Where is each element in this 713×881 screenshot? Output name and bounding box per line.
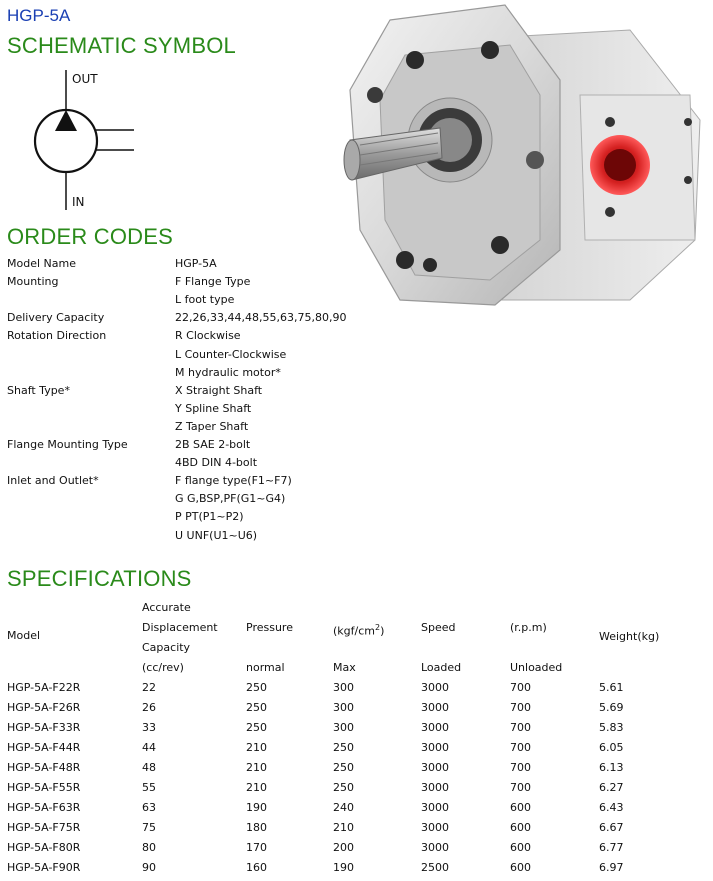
order-code-label: Model Name xyxy=(7,257,76,270)
table-row xyxy=(7,798,707,818)
order-code-label: Inlet and Outlet* xyxy=(7,474,99,488)
order-code-value: F Flange Type xyxy=(175,275,251,289)
cell-weight: 6.27 xyxy=(599,781,624,794)
cell-model: HGP-5A-F55R xyxy=(7,781,81,794)
order-code-value: P PT(P1~P2) xyxy=(175,510,244,524)
schematic-arrow-triangle xyxy=(55,110,77,131)
schematic-symbol-heading: SCHEMATIC SYMBOL xyxy=(7,33,236,58)
col-header-speed: Speed xyxy=(421,621,456,634)
order-code-label: Rotation Direction xyxy=(7,329,107,343)
cell-speed-unloaded: 700 xyxy=(510,721,531,734)
table-row xyxy=(7,678,707,698)
cell-speed-unloaded: 600 xyxy=(510,861,531,874)
cell-pressure-max: 190 xyxy=(333,861,354,874)
table-row xyxy=(7,838,707,858)
order-code-label: Mounting xyxy=(7,275,59,289)
order-code-value: 2B SAE 2-bolt xyxy=(175,438,251,451)
cell-speed-unloaded: 600 xyxy=(510,801,531,814)
order-code-value: HGP-5A xyxy=(175,257,217,270)
cell-speed-loaded: 3000 xyxy=(421,681,449,694)
order-code-label: Shaft Type* xyxy=(7,383,70,397)
pump-schematic-symbol xyxy=(30,70,150,215)
cell-pressure-normal: 210 xyxy=(246,741,267,754)
cell-speed-unloaded: 700 xyxy=(510,681,531,694)
cell-displacement: 75 xyxy=(142,821,156,834)
order-code-value: R Clockwise xyxy=(175,329,241,343)
cell-pressure-normal: 250 xyxy=(246,721,267,734)
order-code-value: 22,26,33,44,48,55,63,75,80,90 xyxy=(175,311,347,325)
col-header-displacement-unit: (cc/rev) xyxy=(142,661,184,674)
cell-weight: 6.43 xyxy=(599,801,624,814)
cell-model: HGP-5A-F80R xyxy=(7,841,81,854)
cell-speed-unloaded: 600 xyxy=(510,821,531,834)
cell-pressure-max: 300 xyxy=(333,681,354,694)
cell-model: HGP-5A-F44R xyxy=(7,741,81,754)
cell-pressure-max: 200 xyxy=(333,841,354,854)
cell-weight: 6.97 xyxy=(599,861,624,874)
cell-speed-unloaded: 700 xyxy=(510,781,531,794)
col-header-displacement-1: Accurate xyxy=(142,601,191,614)
cell-speed-loaded: 3000 xyxy=(421,821,449,834)
order-code-label: Flange Mounting Type xyxy=(7,438,128,451)
order-code-value: Y Spline Shaft xyxy=(175,401,252,415)
cell-displacement: 33 xyxy=(142,721,156,734)
col-header-normal: normal xyxy=(246,661,285,674)
cell-pressure-max: 300 xyxy=(333,701,354,714)
order-code-value: X Straight Shaft xyxy=(175,383,263,397)
cell-weight: 6.77 xyxy=(599,841,624,854)
cell-speed-unloaded: 700 xyxy=(510,741,531,754)
cell-pressure-normal: 160 xyxy=(246,861,267,874)
cell-weight: 5.61 xyxy=(599,681,624,694)
cell-model: HGP-5A-F75R xyxy=(7,821,81,834)
cell-weight: 5.69 xyxy=(599,701,624,714)
model-title: HGP-5A xyxy=(7,6,71,25)
cell-pressure-max: 300 xyxy=(333,721,354,734)
cell-displacement: 44 xyxy=(142,741,156,754)
cell-displacement: 48 xyxy=(142,761,156,774)
cell-pressure-max: 210 xyxy=(333,821,354,834)
cell-model: HGP-5A-F63R xyxy=(7,801,81,814)
col-header-weight: Weight(kg) xyxy=(599,630,660,643)
col-header-displacement-2: Displacement xyxy=(142,621,218,634)
cell-pressure-normal: 250 xyxy=(246,681,267,694)
cell-speed-loaded: 3000 xyxy=(421,721,449,734)
cell-speed-unloaded: 700 xyxy=(510,701,531,714)
col-header-model: Model xyxy=(7,629,41,642)
order-codes-heading: ORDER CODES xyxy=(7,224,173,249)
order-code-value: F flange type(F1~F7) xyxy=(175,474,292,488)
cell-pressure-normal: 180 xyxy=(246,821,267,834)
order-code-value: U UNF(U1~U6) xyxy=(175,528,258,542)
col-header-loaded: Loaded xyxy=(421,661,462,674)
table-row xyxy=(7,718,707,738)
order-code-value: 4BD DIN 4-bolt xyxy=(175,456,258,470)
col-header-pressure-unit: $(kgf/cm^2)$ xyxy=(333,623,385,638)
cell-speed-loaded: 3000 xyxy=(421,761,449,774)
cell-speed-loaded: 3000 xyxy=(421,801,449,814)
cell-speed-loaded: 3000 xyxy=(421,781,449,794)
cell-weight: 6.13 xyxy=(599,761,624,774)
table-row xyxy=(7,818,707,838)
cell-displacement: 63 xyxy=(142,801,156,814)
schematic-in-label: IN xyxy=(72,195,85,209)
order-code-value: L Counter-Clockwise xyxy=(175,347,287,361)
table-row xyxy=(7,778,707,798)
pump-product-image xyxy=(330,0,713,320)
specifications-heading: SPECIFICATIONS xyxy=(7,566,192,591)
cell-weight: 6.67 xyxy=(599,821,624,834)
cell-weight: 5.83 xyxy=(599,721,624,734)
cell-pressure-normal: 250 xyxy=(246,701,267,714)
schematic-out-label: OUT xyxy=(72,72,98,86)
cell-weight: 6.05 xyxy=(599,741,624,754)
cell-model: HGP-5A-F33R xyxy=(7,721,81,734)
table-row xyxy=(7,858,707,878)
cell-pressure-normal: 190 xyxy=(246,801,267,814)
cell-pressure-normal: 210 xyxy=(246,781,267,794)
cell-model: HGP-5A-F22R xyxy=(7,681,81,694)
cell-model: HGP-5A-F26R xyxy=(7,701,81,714)
cell-model: HGP-5A-F48R xyxy=(7,761,81,774)
cell-displacement: 90 xyxy=(142,861,156,874)
order-code-value: G G,BSP,PF(G1~G4) xyxy=(175,492,286,506)
cell-speed-loaded: 3000 xyxy=(421,741,449,754)
order-code-value: Z Taper Shaft xyxy=(175,419,249,433)
col-header-rpm: (r.p.m) xyxy=(510,621,547,634)
cell-displacement: 80 xyxy=(142,841,156,854)
cell-speed-loaded: 3000 xyxy=(421,841,449,854)
order-code-value: L foot type xyxy=(175,293,235,307)
col-header-pressure: Pressure xyxy=(246,621,293,634)
order-code-label: Delivery Capacity xyxy=(7,311,105,325)
cell-speed-unloaded: 600 xyxy=(510,841,531,854)
col-header-max: Max xyxy=(333,661,356,674)
order-code-value: M hydraulic motor* xyxy=(175,365,281,379)
col-header-displacement-3: Capacity xyxy=(142,641,191,654)
cell-pressure-normal: 210 xyxy=(246,761,267,774)
cell-pressure-max: 240 xyxy=(333,801,354,814)
cell-speed-unloaded: 700 xyxy=(510,761,531,774)
cell-displacement: 22 xyxy=(142,681,156,694)
col-header-unloaded: Unloaded xyxy=(510,661,563,674)
cell-speed-loaded: 2500 xyxy=(421,861,449,874)
cell-pressure-max: 250 xyxy=(333,741,354,754)
cell-pressure-max: 250 xyxy=(333,781,354,794)
cell-displacement: 55 xyxy=(142,781,156,794)
table-row xyxy=(7,758,707,778)
cell-displacement: 26 xyxy=(142,701,156,714)
cell-pressure-max: 250 xyxy=(333,761,354,774)
table-row xyxy=(7,738,707,758)
cell-pressure-normal: 170 xyxy=(246,841,267,854)
cell-model: HGP-5A-F90R xyxy=(7,861,81,874)
cell-speed-loaded: 3000 xyxy=(421,701,449,714)
table-row xyxy=(7,698,707,718)
